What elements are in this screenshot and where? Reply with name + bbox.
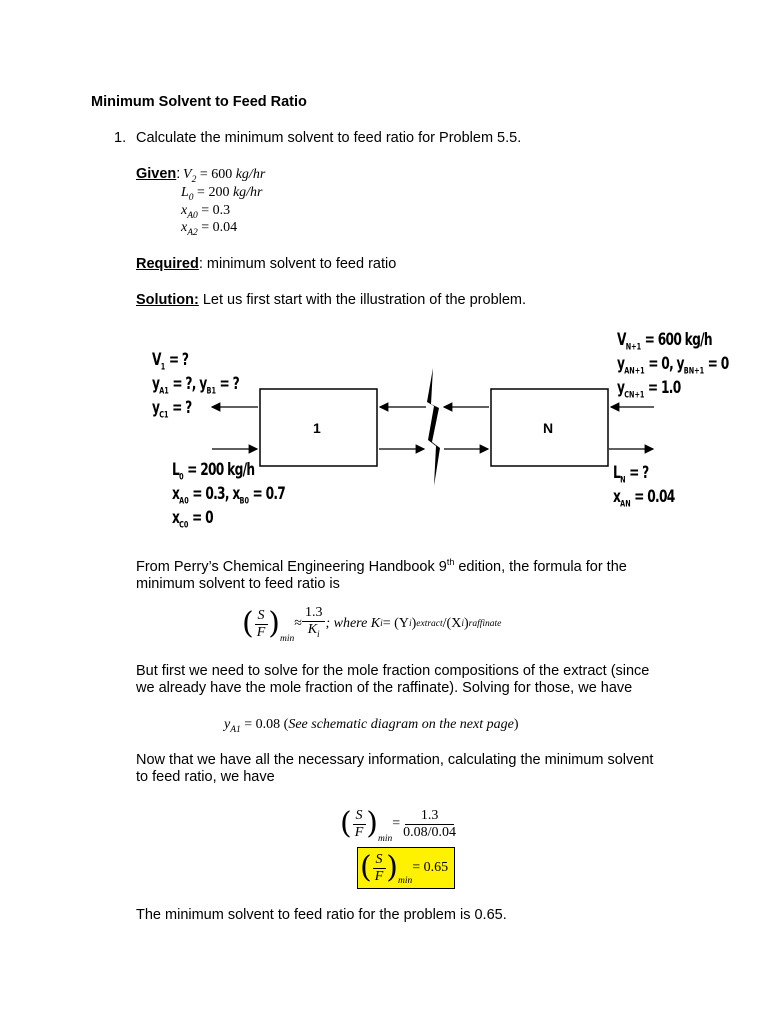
- given-v2: [183, 167, 265, 185]
- formula-part: A1: [230, 724, 241, 735]
- diagram-label-part: AN+1: [624, 366, 645, 377]
- formula-min-ratio: [242, 604, 501, 644]
- label-ln: [613, 463, 649, 485]
- formula-part: i: [317, 629, 320, 640]
- formula-part: [372, 852, 387, 885]
- diagram-label-part: = ?: [625, 463, 649, 483]
- formula-part: [352, 808, 367, 841]
- l0-sub: 0: [188, 192, 194, 203]
- diagram-label-part: N: [620, 475, 626, 486]
- diagram-label-part: N+1: [625, 342, 642, 353]
- para1-text-c: minimum solvent to feed ratio is: [136, 575, 340, 592]
- label-yan1-ybn1: [617, 354, 729, 376]
- formula-part: [305, 622, 323, 643]
- diagram-label-part: A0: [179, 496, 189, 507]
- formula-part: min: [398, 876, 413, 886]
- given-xa0: [181, 203, 230, 221]
- formula-part: /(X: [442, 616, 462, 631]
- formula-part: y: [224, 717, 231, 732]
- diagram-label-part: = ?, y: [168, 374, 207, 394]
- formula-part: ): [268, 606, 280, 641]
- diagram-label-part: x: [613, 487, 621, 507]
- label-ya1-yb1: [152, 374, 239, 396]
- paragraph-extract: [136, 663, 649, 697]
- formula-ya1: [224, 717, 519, 735]
- xa0-value: = 0.3: [197, 203, 231, 218]
- formula-part: ): [513, 717, 519, 732]
- formula-part: [302, 605, 326, 643]
- diagram-label-part: = ?: [165, 350, 189, 370]
- formula-part: ; where K: [325, 616, 381, 631]
- label-xc0: [172, 508, 213, 530]
- formula-part: (: [360, 850, 372, 885]
- diagram-label-part: = 0, y: [644, 354, 684, 374]
- diagram-label-part: = 0: [704, 354, 729, 374]
- formula-part: min: [378, 834, 393, 844]
- diagram-label-part: C0: [179, 520, 189, 531]
- formula-part: (: [242, 606, 254, 641]
- formula-part: raffinate: [468, 619, 502, 629]
- formula-part: ): [411, 616, 417, 631]
- v2-value: = 600: [196, 167, 236, 182]
- required-line: [136, 256, 396, 272]
- diagram-label-part: B0: [239, 496, 249, 507]
- formula-part: 0.08/0.04: [403, 824, 457, 840]
- formula-part: S: [353, 808, 366, 825]
- formula-part: extract: [416, 619, 443, 629]
- diagram-label-part: = 1.0: [644, 378, 681, 398]
- stage-1-label: 1: [313, 420, 321, 436]
- v2-unit: kg/hr: [235, 167, 266, 182]
- formula-calculation: [340, 804, 459, 844]
- diagram-label-part: V: [617, 330, 626, 350]
- formula-part: [254, 608, 269, 641]
- para3-line-a: Now that we have all the necessary information, calculating the minimum solvent: [136, 752, 654, 768]
- formula-part: i: [380, 619, 383, 629]
- formula-part: = (Y: [382, 616, 409, 631]
- formula-part: ): [463, 616, 469, 631]
- stage-break-symbol: [427, 368, 440, 486]
- diagram-label-part: = 600 kg/h: [641, 330, 712, 350]
- xa0-sub: A0: [187, 210, 198, 221]
- formula-part: min: [280, 634, 295, 644]
- formula-part: i: [461, 619, 464, 629]
- para3-line-b: to feed ratio, we have: [136, 769, 275, 785]
- formula-part: F: [256, 624, 266, 640]
- formula-part: 1.3: [302, 605, 326, 622]
- diagram-label-part: = 0.3, x: [188, 484, 240, 504]
- formula-part: K: [307, 622, 318, 638]
- diagram-label-part: y: [617, 378, 625, 398]
- solution-text: Let us first start with the illustration of the problem.: [198, 292, 527, 308]
- process-diagram: [0, 320, 768, 535]
- formula-part: = 0.65: [412, 860, 449, 875]
- l0-symbol: L: [181, 185, 189, 200]
- formula-part: [400, 808, 459, 841]
- diagram-label-part: B1: [206, 386, 216, 397]
- diagram-label-part: y: [152, 398, 160, 418]
- solution-line: [136, 292, 526, 308]
- para1-text-a: From Perry’s Chemical Engineering Handbook 9: [136, 558, 447, 575]
- formula-part: i: [408, 619, 412, 629]
- label-ycn1: [617, 378, 681, 400]
- diagram-label-part: L: [613, 463, 621, 483]
- diagram-label-part: = 200 kg/h: [183, 460, 255, 480]
- given-label: Given: [136, 166, 177, 182]
- label-vn1: [617, 330, 712, 352]
- solution-label: Solution:: [136, 292, 199, 308]
- paragraph-calc: [136, 752, 653, 786]
- l0-unit: kg/hr: [232, 185, 263, 200]
- formula-part: ): [386, 850, 398, 885]
- diagram-label-part: = ?: [168, 398, 192, 418]
- diagram-label-part: AN: [620, 499, 631, 510]
- diagram-label-part: A1: [159, 386, 169, 397]
- result-highlight: [357, 847, 455, 889]
- para1-text-b: edition, the formula for the: [454, 558, 627, 575]
- page-title: Minimum Solvent to Feed Ratio: [91, 94, 307, 110]
- formula-part: =: [392, 816, 401, 831]
- given-xa2: [181, 220, 237, 238]
- given-l0: [181, 185, 263, 203]
- diagram-label-part: x: [172, 484, 180, 504]
- xa2-symbol: x: [181, 220, 188, 235]
- diagram-label-part: x: [172, 508, 180, 528]
- required-label: Required: [136, 256, 199, 272]
- diagram-label-part: = ?: [215, 374, 239, 394]
- diagram-label-part: = 0.04: [630, 487, 675, 507]
- given-block: Given:: [136, 166, 181, 182]
- diagram-label-part: CN+1: [624, 390, 645, 401]
- formula-part: S: [255, 608, 268, 625]
- required-text: : minimum solvent to feed ratio: [198, 256, 397, 272]
- para1-sup: th: [446, 557, 455, 567]
- formula-part: ): [366, 806, 378, 841]
- formula-part: S: [373, 852, 386, 869]
- v2-sub: 2: [191, 174, 197, 185]
- formula-part: ≈: [294, 616, 302, 631]
- item-number: 1.: [114, 130, 127, 146]
- conclusion-text: The minimum solvent to feed ratio for the problem is 0.65.: [136, 907, 507, 923]
- label-xan: [613, 487, 675, 509]
- xa2-value: = 0.04: [197, 220, 238, 235]
- label-yc1: [152, 398, 192, 420]
- formula-part: See schematic diagram on the next page: [288, 717, 514, 732]
- formula-part: (: [340, 806, 352, 841]
- diagram-label-part: L: [172, 460, 180, 480]
- diagram-label-part: 0: [179, 472, 184, 483]
- xa2-sub: A2: [187, 227, 198, 238]
- diagram-label-part: = 0.7: [248, 484, 286, 504]
- diagram-label-part: BN+1: [683, 366, 705, 377]
- l0-value: = 200: [193, 185, 233, 200]
- diagram-label-part: V: [152, 350, 161, 370]
- formula-part: 1.3: [405, 808, 455, 825]
- diagram-label-part: y: [152, 374, 160, 394]
- diagram-label-part: = 0: [188, 508, 213, 528]
- formula-part: = 0.08 (: [240, 717, 289, 732]
- stage-n-label: N: [543, 420, 554, 436]
- para2-line-a: But first we need to solve for the mole fraction compositions of the extract (since: [136, 663, 650, 679]
- v2-symbol: V: [183, 167, 192, 182]
- para2-line-b: we already have the mole fraction of the raffinate). Solving for those, we have: [136, 680, 633, 696]
- paragraph-perry: [136, 554, 678, 593]
- diagram-label-part: y: [617, 354, 625, 374]
- label-xa0-xb0: [172, 484, 285, 506]
- label-l0: [172, 460, 254, 482]
- formula-part: F: [374, 868, 384, 884]
- xa0-symbol: x: [181, 203, 188, 218]
- diagram-label-part: C1: [159, 410, 169, 421]
- label-v1: [152, 350, 188, 372]
- formula-part: F: [354, 824, 364, 840]
- diagram-label-part: 1: [160, 362, 166, 373]
- item-text: Calculate the minimum solvent to feed ratio for Problem 5.5.: [136, 130, 522, 146]
